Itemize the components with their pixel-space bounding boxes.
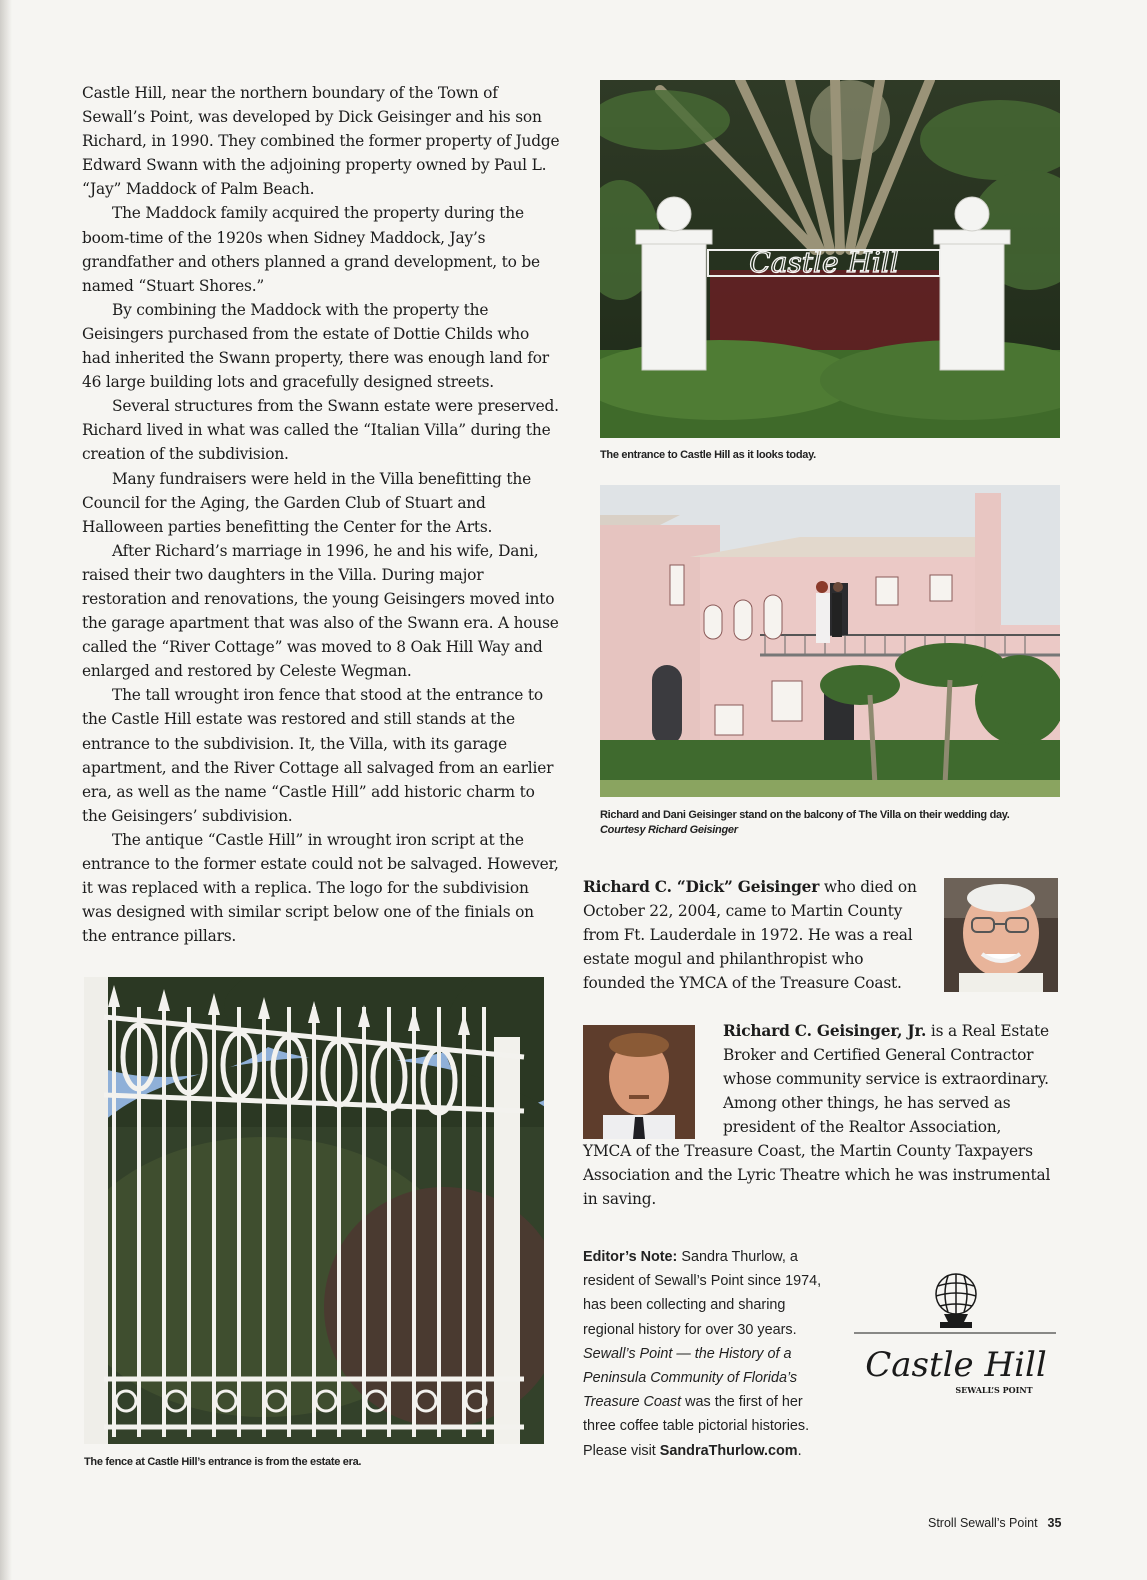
bio-richard-jr-text: is a Real Estate Broker and Certified General Contractor whose community service is extraordinary. Among other things, he has served as president of the Realtor Association, YMCA of the Treasure Coast, the Martin County Taxpayers Association and the Lyric Theatre which he was instrumental in saving. xyxy=(583,1022,1051,1208)
page-number: 35 xyxy=(1047,1516,1062,1530)
editors-note-period: . xyxy=(797,1442,802,1459)
bio-dick-text: who died on October 22, 2004, came to Martin County from Ft. Lauderdale in 1972. He was a real estate mogul and philanthropist who founded the YMCA of the Treasure Coast. xyxy=(583,878,917,992)
article-body xyxy=(82,81,560,948)
villa-caption-text: Richard and Dani Geisinger stand on the balcony of The Villa on their wedding day. xyxy=(600,809,1010,821)
article-paragraph: The Maddock family acquired the property during the boom-time of the 1920s when Sidney Maddock, Jay’s grandfather and others planned a grand development, to be named “Stuart Shores.” xyxy=(82,204,540,295)
page-footer xyxy=(928,1516,1061,1530)
fence-photo-caption: The fence at Castle Hill’s entrance is from the estate era. xyxy=(84,1456,362,1468)
entrance-sign-text: Castle Hill xyxy=(749,246,899,279)
editors-note xyxy=(583,1245,823,1463)
villa-photo xyxy=(600,485,1060,797)
portrait-dick-geisinger xyxy=(944,878,1058,992)
bio-richard-geisinger-jr xyxy=(583,1019,1053,1211)
castle-hill-logo xyxy=(852,1270,1058,1400)
villa-photo-caption xyxy=(600,809,1010,836)
bio-richard-jr-name: Richard C. Geisinger, Jr. xyxy=(723,1022,927,1040)
portrait-text-wrap-spacer xyxy=(583,1019,723,1138)
publication-name: Stroll Sewall’s Point xyxy=(928,1516,1038,1530)
bio-dick-name: Richard C. “Dick” Geisinger xyxy=(583,878,820,896)
article-paragraph: After Richard’s marriage in 1996, he and his wife, Dani, raised their two daughters in the Villa. During major restoration and renovations, the young Geisingers moved into the garage apartment that was also of the Swann era. A house called the “River Cottage” was moved to 8 Oak Hill Way and enlarged and restored by Celeste Wegman. xyxy=(82,541,559,681)
bio-dick-geisinger xyxy=(583,875,918,995)
fence-photo xyxy=(84,977,544,1444)
article-paragraph: The antique “Castle Hill” in wrought iron script at the entrance to the former estate could not be salvaged. However, it was replaced with a replica. The logo for the subdivision was designed with similar script below one of the finials on the entrance pillars. xyxy=(82,830,559,946)
article-paragraph: Several structures from the Swann estate were preserved. Richard lived in what was called the “Italian Villa” during the creation of the subdivision. xyxy=(82,397,559,464)
logo-subtitle: SEWALL’S POINT xyxy=(955,1385,1033,1395)
article-paragraph: Castle Hill, near the northern boundary of the Town of Sewall’s Point, was developed by Dick Geisinger and his son Richard, in 1990. They combined the former property of Judge Edward Swann with the adjoining property owned by Paul L. “Jay” Maddock of Palm Beach. xyxy=(82,84,560,199)
article-paragraph: The tall wrought iron fence that stood at the entrance to the Castle Hill estate was restored and still stands at the entrance to the subdivision. It, the Villa, with its garage apartment, and the River Cottage all salvaged from an earlier era, as well as the name “Castle Hill” add historic charm to the Geisingers’ subdivision. xyxy=(82,686,554,825)
editors-note-label: Editor’s Note: xyxy=(583,1249,678,1265)
logo-script: Castle Hill xyxy=(865,1345,1047,1385)
article-paragraph: Many fundraisers were held in the Villa benefitting the Council for the Aging, the Garden Club of Stuart and Halloween parties benefitting the Center for the Arts. xyxy=(82,469,531,536)
book-title: Sewall’s Point — the History of a Peninsula Community of Florida’s Treasure Coast xyxy=(583,1345,798,1411)
website-link[interactable]: SandraThurlow.com xyxy=(659,1442,798,1459)
entrance-photo xyxy=(600,80,1060,438)
article-paragraph: By combining the Maddock with the property the Geisingers purchased from the estate of Dottie Childs who had inherited the Swann property, there was enough land for 46 large building lots and gracefully designed streets. xyxy=(82,300,549,392)
villa-photo-credit: Courtesy Richard Geisinger xyxy=(600,824,738,836)
editors-note-text-2: was the first of her three coffee table pictorial histories. Please visit xyxy=(583,1394,810,1459)
editors-note-text: Sandra Thurlow, a resident of Sewall’s Point since 1974, has been collecting and sharing regional history for over 30 years. xyxy=(583,1249,822,1338)
entrance-photo-caption: The entrance to Castle Hill as it looks today. xyxy=(600,449,816,461)
page-binding-shadow xyxy=(0,0,12,1580)
